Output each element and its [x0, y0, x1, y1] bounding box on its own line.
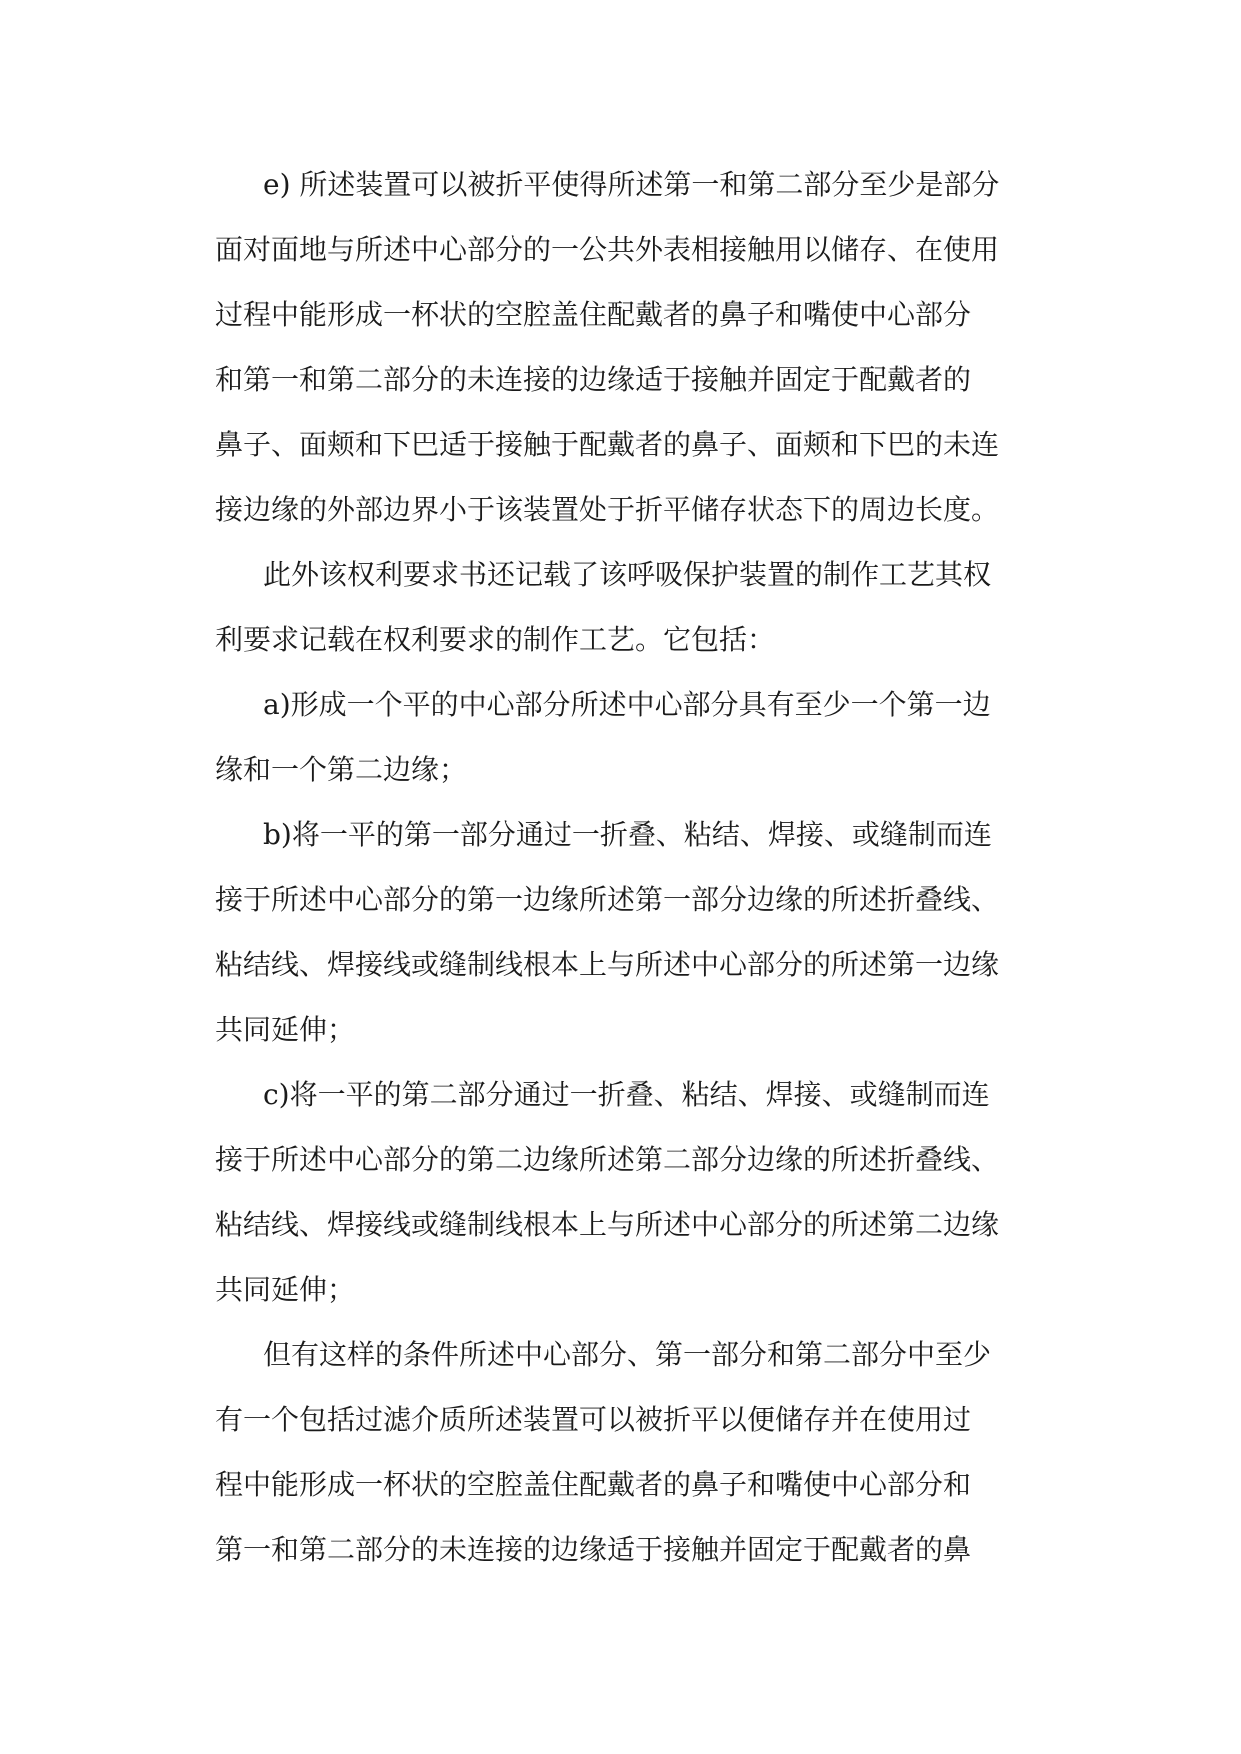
text-line: 和第一和第二部分的未连接的边缘适于接触并固定于配戴者的	[215, 363, 972, 396]
text-line: 粘结线、焊接线或缝制线根本上与所述中心部分的所述第二边缘	[215, 1208, 1000, 1241]
text-line: 第一和第二部分的未连接的边缘适于接触并固定于配戴者的鼻	[215, 1533, 972, 1566]
text-line: 共同延伸；	[215, 1013, 356, 1046]
text-line: 接于所述中心部分的第二边缘所述第二部分边缘的所述折叠线、	[215, 1143, 1000, 1176]
text-line: c)将一平的第二部分通过一折叠、粘结、焊接、或缝制而连	[263, 1078, 990, 1111]
text-line: 粘结线、焊接线或缝制线根本上与所述中心部分的所述第一边缘	[215, 948, 1000, 981]
text-line: 鼻子、面颊和下巴适于接触于配戴者的鼻子、面颊和下巴的未连	[215, 428, 1000, 461]
text-line: 利要求记载在权利要求的制作工艺。它包括：	[215, 623, 776, 656]
text-line: 接边缘的外部边界小于该装置处于折平储存状态下的周边长度。	[215, 493, 1000, 526]
text-line: 程中能形成一杯状的空腔盖住配戴者的鼻子和嘴使中心部分和	[215, 1468, 972, 1501]
text-line: 此外该权利要求书还记载了该呼吸保护装置的制作工艺其权	[263, 558, 992, 591]
text-line: e) 所述装置可以被折平使得所述第一和第二部分至少是部分	[263, 168, 1000, 201]
text-line: b)将一平的第一部分通过一折叠、粘结、焊接、或缝制而连	[263, 818, 992, 851]
text-line: 但有这样的条件所述中心部分、第一部分和第二部分中至少	[263, 1338, 992, 1371]
body-text	[215, 152, 1035, 1582]
text-line: 共同延伸；	[215, 1273, 356, 1306]
text-line: 接于所述中心部分的第一边缘所述第一部分边缘的所述折叠线、	[215, 883, 1000, 916]
text-line: 缘和一个第二边缘；	[215, 753, 468, 786]
text-line: a)形成一个平的中心部分所述中心部分具有至少一个第一边	[263, 688, 991, 721]
text-line: 面对面地与所述中心部分的一公共外表相接触用以储存、在使用	[215, 233, 1000, 266]
text-line: 过程中能形成一杯状的空腔盖住配戴者的鼻子和嘴使中心部分	[215, 298, 972, 331]
text-line: 有一个包括过滤介质所述装置可以被折平以便储存并在使用过	[215, 1403, 972, 1436]
